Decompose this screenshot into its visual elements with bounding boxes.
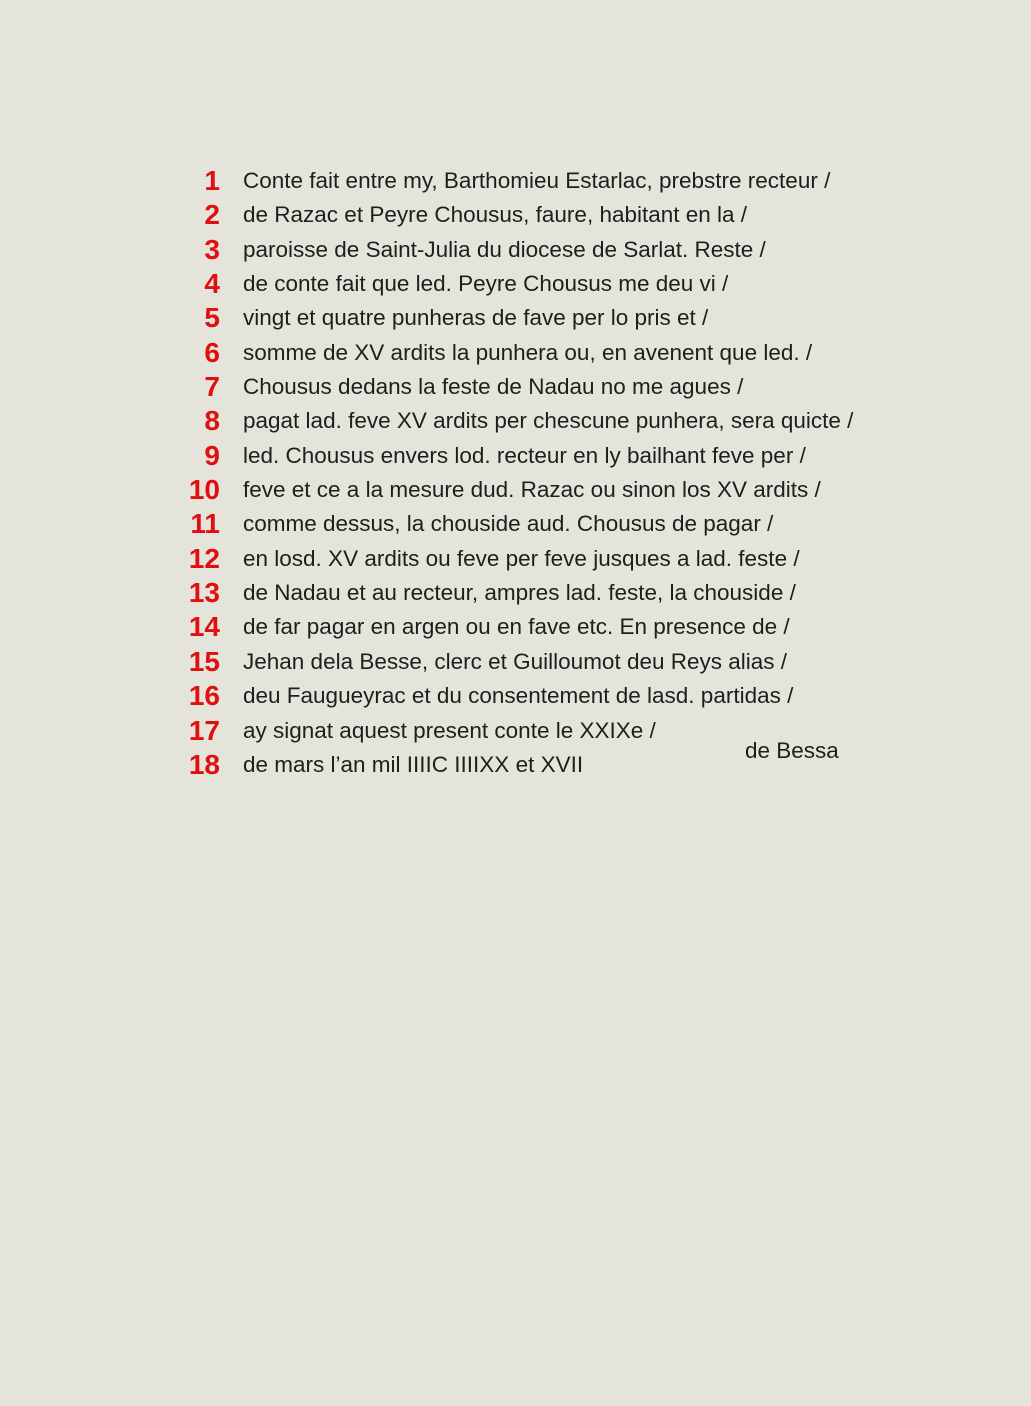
line-text: de far pagar en argen ou en fave etc. En presence de / xyxy=(243,614,790,640)
line-number: 14 xyxy=(188,611,220,643)
transcription-line xyxy=(0,507,1031,541)
line-text: paroisse de Saint-Julia du diocese de Sarlat. Reste / xyxy=(243,236,766,262)
line-text: somme de XV ardits la punhera ou, en avenent que led. / xyxy=(243,339,813,365)
signature-text: de Bessa xyxy=(745,738,839,763)
line-number: 5 xyxy=(204,302,220,334)
line-text: de Razac et Peyre Chousus, faure, habitant en la / xyxy=(243,202,748,228)
line-text: Chousus dedans la feste de Nadau no me agues / xyxy=(243,374,744,400)
transcription-line xyxy=(0,748,1031,782)
transcription-line xyxy=(0,439,1031,473)
transcription-line xyxy=(0,645,1031,679)
line-text: comme dessus, la chouside aud. Chousus de pagar / xyxy=(243,511,774,537)
line-text: deu Faugueyrac et du consentement de lasd. partidas / xyxy=(243,683,794,709)
line-text: feve et ce a la mesure dud. Razac ou sinon los XV ardits / xyxy=(243,477,821,503)
line-number: 4 xyxy=(204,268,220,300)
line-number: 8 xyxy=(204,405,220,437)
line-text: de Nadau et au recteur, ampres lad. feste, la chouside / xyxy=(243,580,796,606)
transcription-block xyxy=(0,164,1031,782)
line-number: 9 xyxy=(204,439,220,471)
line-number: 3 xyxy=(204,233,220,265)
transcription-line xyxy=(0,473,1031,507)
line-number: 16 xyxy=(188,680,220,712)
line-number: 11 xyxy=(190,508,220,540)
line-text: led. Chousus envers lod. recteur en ly bailhant feve per / xyxy=(243,442,806,468)
transcription-line xyxy=(0,576,1031,610)
transcription-line xyxy=(0,198,1031,232)
line-number: 6 xyxy=(204,336,220,368)
transcription-line xyxy=(0,370,1031,404)
line-text: ay signat aquest present conte le XXIXe / xyxy=(243,717,656,743)
transcription-line xyxy=(0,233,1031,267)
line-text: de conte fait que led. Peyre Chousus me deu vi / xyxy=(243,271,729,297)
line-number: 15 xyxy=(188,645,220,677)
transcription-line xyxy=(0,267,1031,301)
line-number: 12 xyxy=(188,542,220,574)
line-text: vingt et quatre punheras de fave per lo pris et / xyxy=(243,305,709,331)
line-number: 17 xyxy=(188,714,220,746)
line-number: 1 xyxy=(204,165,220,196)
line-number: 2 xyxy=(204,199,220,231)
line-text: Conte fait entre my, Barthomieu Estarlac, prebstre recteur / xyxy=(243,168,831,193)
transcription-line xyxy=(0,336,1031,370)
transcription-line xyxy=(0,542,1031,576)
line-number: 10 xyxy=(188,474,220,506)
transcription-line xyxy=(0,164,1031,198)
transcription-line xyxy=(0,301,1031,335)
line-text: de mars l’an mil IIIIC IIIIXX et XVII xyxy=(243,751,584,777)
line-number: 13 xyxy=(188,577,220,609)
line-number: 7 xyxy=(204,371,220,403)
line-text: en losd. XV ardits ou feve per feve jusques a lad. feste / xyxy=(243,545,800,571)
transcription-line xyxy=(0,404,1031,438)
transcription-line xyxy=(0,679,1031,713)
transcription-line xyxy=(0,714,1031,748)
transcription-line xyxy=(0,610,1031,644)
line-text: pagat lad. feve XV ardits per chescune punhera, sera quicte / xyxy=(243,408,854,434)
line-text: Jehan dela Besse, clerc et Guilloumot deu Reys alias / xyxy=(243,648,788,674)
line-number: 18 xyxy=(188,748,220,780)
